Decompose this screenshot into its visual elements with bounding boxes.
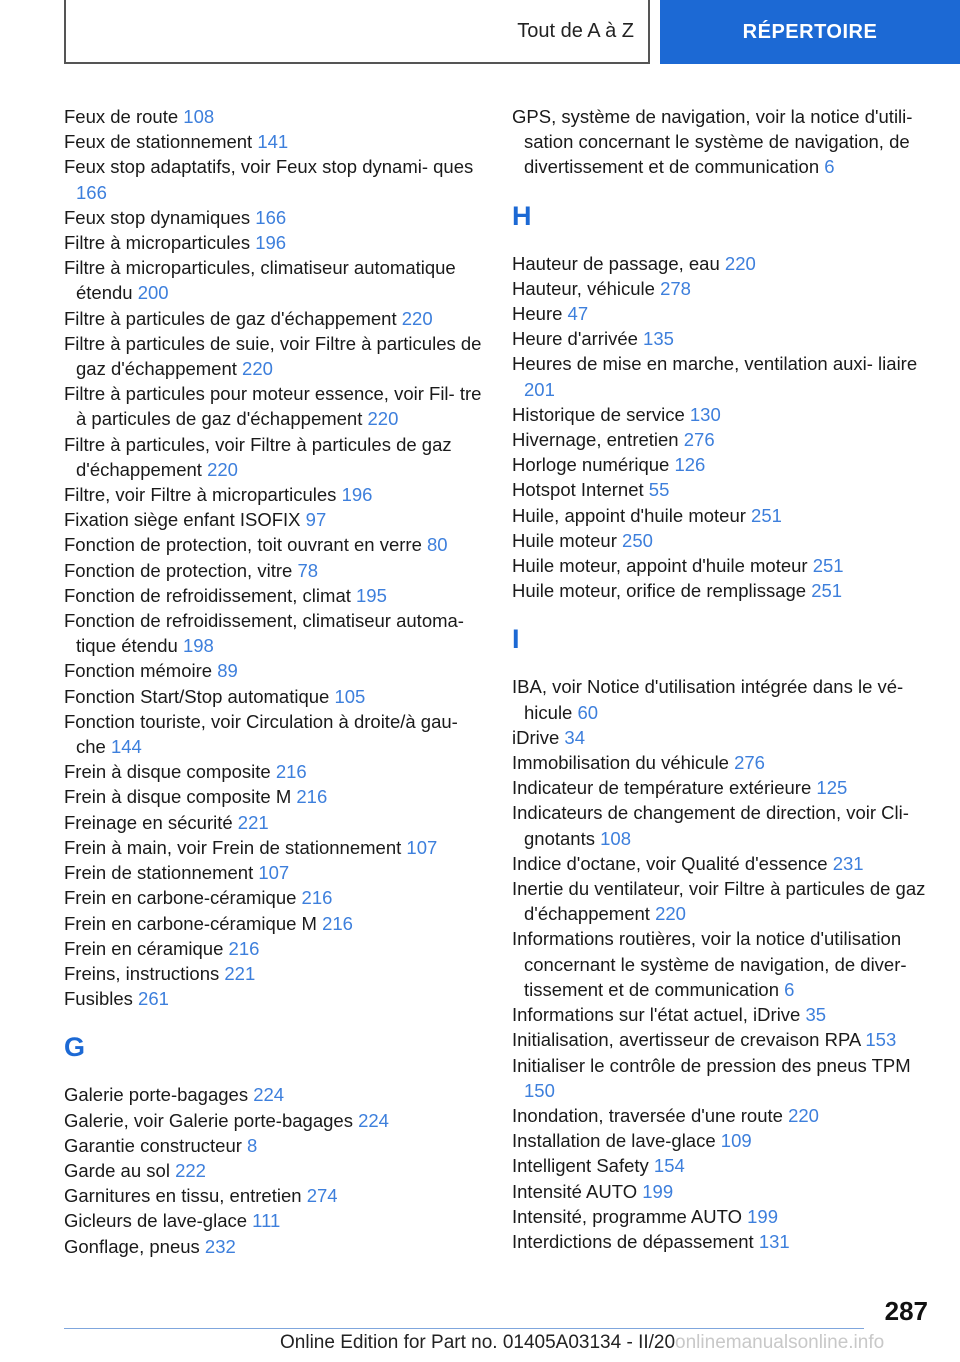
index-entry-text: Feux de route bbox=[64, 106, 179, 127]
page-reference-link[interactable]: 199 bbox=[747, 1205, 778, 1227]
index-entry bbox=[64, 255, 482, 305]
page-reference-link[interactable]: 78 bbox=[297, 559, 319, 581]
index-entry bbox=[512, 301, 930, 326]
page-reference-link[interactable]: 276 bbox=[683, 429, 715, 451]
page-reference-link[interactable]: 251 bbox=[751, 504, 782, 526]
page-reference-link[interactable]: 141 bbox=[257, 131, 289, 153]
page-reference-link[interactable]: 153 bbox=[865, 1029, 897, 1051]
index-entry-text: Heure d'arrivée bbox=[512, 328, 638, 350]
index-entry bbox=[512, 750, 930, 775]
index-entry bbox=[64, 482, 482, 507]
index-entry-text: Historique de service bbox=[512, 403, 685, 425]
page-reference-link[interactable]: 251 bbox=[811, 580, 843, 602]
page-reference-link[interactable]: 135 bbox=[643, 328, 674, 350]
index-entry bbox=[64, 1108, 482, 1133]
page-reference-link[interactable]: 126 bbox=[674, 454, 706, 476]
page-reference-link[interactable]: 108 bbox=[600, 827, 631, 849]
index-entry bbox=[512, 725, 930, 750]
index-column-left bbox=[64, 104, 482, 1259]
index-entry bbox=[64, 154, 482, 204]
index-entry-text: Feux de stationnement bbox=[64, 131, 253, 153]
page-reference-link[interactable]: 166 bbox=[76, 181, 107, 203]
page-reference-link[interactable]: 220 bbox=[242, 358, 273, 380]
index-entry bbox=[512, 1229, 930, 1254]
index-entry bbox=[64, 1133, 482, 1158]
index-entry-text: Gonflage, pneus bbox=[64, 1235, 200, 1257]
page-number: 287 bbox=[884, 1296, 928, 1326]
page-reference-link[interactable]: 274 bbox=[306, 1185, 338, 1207]
index-entry-text: Intensité, programme AUTO bbox=[512, 1205, 742, 1227]
index-entry bbox=[64, 759, 482, 784]
page-reference-link[interactable]: 97 bbox=[305, 509, 327, 531]
index-entry-text: Frein à disque composite bbox=[64, 761, 271, 783]
page-reference-link[interactable]: 251 bbox=[812, 555, 844, 577]
index-entry bbox=[64, 658, 482, 683]
index-entry-text: Filtre à microparticules bbox=[64, 232, 251, 254]
page-reference-link[interactable]: 220 bbox=[207, 458, 238, 480]
index-entry bbox=[512, 528, 930, 553]
index-entry bbox=[512, 276, 930, 301]
index-entry bbox=[512, 1153, 930, 1178]
index-entry-text: Gicleurs de lave-glace bbox=[64, 1210, 248, 1232]
index-entry bbox=[512, 1128, 930, 1153]
index-entry bbox=[64, 129, 482, 154]
index-entry-text: Filtre, voir Filtre à microparticules bbox=[64, 484, 337, 506]
page-reference-link[interactable]: 195 bbox=[356, 584, 387, 606]
index-entry-text: Informations routières, voir la notice d'utilisation concernant le système de navigation, de diver‐ tissement et de communication bbox=[512, 928, 907, 1000]
index-entry bbox=[64, 1234, 482, 1259]
page-reference-link[interactable]: 130 bbox=[689, 403, 721, 425]
index-entry bbox=[512, 1103, 930, 1128]
index-entry-text: Indice d'octane, voir Qualité d'essence bbox=[512, 852, 828, 874]
index-entry-text: Frein à main, voir Frein de stationnement bbox=[64, 836, 402, 858]
index-entry-text: Intensité AUTO bbox=[512, 1180, 638, 1202]
page-reference-link[interactable]: 200 bbox=[137, 282, 169, 304]
index-entry-text: Filtre à particules, voir Filtre à particules de gaz d'échappement bbox=[64, 433, 452, 480]
index-entry-text: Indicateur de température extérieure bbox=[512, 777, 812, 799]
index-entry bbox=[512, 251, 930, 276]
index-letter-heading: I bbox=[512, 624, 520, 655]
index-entry bbox=[64, 230, 482, 255]
index-entry bbox=[512, 503, 930, 528]
index-entry-text: Fonction Start/Stop automatique bbox=[64, 685, 330, 707]
index-entry-text: Informations sur l'état actuel, iDrive bbox=[512, 1004, 801, 1026]
index-entry-text: Filtre à particules pour moteur essence, voir Fil‐ tre à particules de gaz d'échappement bbox=[64, 383, 482, 430]
page-reference-link[interactable]: 221 bbox=[224, 962, 256, 984]
index-entry-text: Horloge numérique bbox=[512, 454, 670, 476]
index-entry bbox=[64, 1082, 482, 1107]
index-entry-text: Frein en carbone-céramique M bbox=[64, 912, 317, 934]
index-entry bbox=[512, 1204, 930, 1229]
index-entry bbox=[64, 986, 482, 1011]
index-entry-text: Feux stop dynamiques bbox=[64, 206, 251, 228]
index-entry bbox=[64, 432, 482, 482]
page-reference-link[interactable]: 220 bbox=[655, 903, 686, 925]
index-entry-text: Huile moteur, orifice de remplissage bbox=[512, 580, 807, 602]
index-entry-text: Immobilisation du véhicule bbox=[512, 752, 729, 774]
index-entry bbox=[512, 351, 930, 401]
page-reference-link[interactable]: 131 bbox=[758, 1230, 790, 1252]
page-reference-link[interactable]: 198 bbox=[182, 635, 214, 657]
page-reference-link[interactable]: 216 bbox=[275, 761, 307, 783]
page-reference-link[interactable]: 107 bbox=[406, 836, 438, 858]
index-entry bbox=[512, 1002, 930, 1027]
page-reference-link[interactable]: 220 bbox=[788, 1104, 819, 1126]
index-entry-text: Fusibles bbox=[64, 988, 133, 1010]
index-entry bbox=[512, 1027, 930, 1052]
index-entry bbox=[512, 326, 930, 351]
index-entry-text: Galerie porte-bagages bbox=[64, 1084, 249, 1106]
index-entry-text: Filtre à microparticules, climatiseur automatique étendu bbox=[64, 257, 456, 304]
page-reference-link[interactable]: 6 bbox=[784, 978, 795, 1000]
page-reference-link[interactable]: 144 bbox=[110, 736, 142, 758]
page-reference-link[interactable]: 232 bbox=[204, 1235, 236, 1257]
index-entry bbox=[64, 860, 482, 885]
page-reference-link[interactable]: 108 bbox=[183, 106, 215, 127]
page-reference-link[interactable]: 216 bbox=[228, 937, 260, 959]
index-entry bbox=[64, 961, 482, 986]
index-entry-text: Feux stop adaptatifs, voir Feux stop dynami‐ ques bbox=[64, 156, 474, 178]
index-entry bbox=[64, 684, 482, 709]
page-reference-link[interactable]: 34 bbox=[564, 726, 585, 748]
index-entry bbox=[512, 578, 930, 603]
index-entry-text: Hauteur, véhicule bbox=[512, 277, 655, 299]
index-entry-text: Intelligent Safety bbox=[512, 1155, 649, 1177]
index-entry bbox=[64, 608, 482, 658]
index-entry-text: Frein en céramique bbox=[64, 937, 224, 959]
page-reference-link[interactable]: 222 bbox=[175, 1159, 206, 1181]
page-reference-link[interactable]: 154 bbox=[653, 1155, 685, 1177]
page-reference-link[interactable]: 111 bbox=[252, 1210, 281, 1232]
index-entry bbox=[512, 452, 930, 477]
index-entry bbox=[512, 402, 930, 427]
page-reference-link[interactable]: 224 bbox=[253, 1084, 285, 1106]
index-entry bbox=[512, 427, 930, 452]
footer-divider bbox=[64, 1328, 864, 1329]
index-entry bbox=[512, 477, 930, 502]
index-entry bbox=[512, 926, 930, 1002]
page-reference-link[interactable]: 60 bbox=[577, 701, 599, 723]
page-reference-link[interactable]: 199 bbox=[642, 1180, 674, 1202]
index-entry-text: Huile moteur bbox=[512, 529, 617, 551]
index-entry-text: Huile moteur, appoint d'huile moteur bbox=[512, 555, 808, 577]
index-entry-text: Hauteur de passage, eau bbox=[512, 252, 720, 274]
index-entry bbox=[64, 709, 482, 759]
page-reference-link[interactable]: 196 bbox=[341, 484, 373, 506]
index-letter-heading: G bbox=[64, 1032, 86, 1063]
page-reference-link[interactable]: 150 bbox=[524, 1079, 555, 1101]
footer-watermark: onlinemanualsonline.info bbox=[675, 1332, 885, 1353]
index-entry-text: Hotspot Internet bbox=[512, 479, 644, 501]
index-entry-text: Heures de mise en marche, ventilation auxi‐ liaire bbox=[512, 353, 918, 375]
index-entry bbox=[64, 911, 482, 936]
page-reference-link[interactable]: 231 bbox=[832, 852, 864, 874]
index-entry-text: Inertie du ventilateur, voir Filtre à particules de gaz d'échappement bbox=[512, 878, 926, 925]
section-label: Tout de A à Z bbox=[517, 19, 634, 42]
index-column-right bbox=[512, 104, 930, 1254]
index-entry-text: Filtre à particules de gaz d'échappement bbox=[64, 307, 397, 329]
index-entry-text: IBA, voir Notice d'utilisation intégrée dans le vé‐ hicule bbox=[512, 676, 904, 723]
index-entry-text: Fixation siège enfant ISOFIX bbox=[64, 509, 301, 531]
index-letter-heading: H bbox=[512, 200, 532, 231]
index-entry-text: Frein en carbone-céramique bbox=[64, 887, 297, 909]
page-reference-link[interactable]: 221 bbox=[237, 811, 269, 833]
page-reference-link[interactable]: 8 bbox=[247, 1134, 258, 1156]
index-entry-text: iDrive bbox=[512, 726, 560, 748]
page-reference-link[interactable]: 216 bbox=[296, 786, 328, 808]
index-entry bbox=[512, 104, 930, 180]
page-reference-link[interactable]: 216 bbox=[301, 887, 333, 909]
index-entry-text: Initialiser le contrôle de pression des pneus TPM bbox=[512, 1054, 911, 1076]
index-entry bbox=[64, 381, 482, 431]
page-reference-link[interactable]: 6 bbox=[824, 156, 835, 178]
index-entry bbox=[512, 851, 930, 876]
index-entry bbox=[64, 104, 482, 129]
page-reference-link[interactable]: 55 bbox=[648, 479, 670, 501]
page-reference-link[interactable]: 166 bbox=[255, 206, 287, 228]
tab-repertoire-label: RÉPERTOIRE bbox=[742, 20, 878, 43]
page-reference-link[interactable]: 276 bbox=[734, 752, 765, 774]
index-entry bbox=[512, 800, 930, 850]
page-reference-link[interactable]: 224 bbox=[358, 1109, 389, 1131]
page-reference-link[interactable]: 196 bbox=[255, 232, 287, 254]
index-entry-text: Freins, instructions bbox=[64, 962, 220, 984]
index-entry bbox=[64, 205, 482, 230]
index-entry-text: Huile, appoint d'huile moteur bbox=[512, 504, 746, 526]
index-entry-text: Inondation, traversée d'une route bbox=[512, 1104, 783, 1126]
index-entry-text: Initialisation, avertisseur de crevaison RPA bbox=[512, 1029, 861, 1051]
index-entry bbox=[512, 775, 930, 800]
index-entry bbox=[64, 936, 482, 961]
page-reference-link[interactable]: 107 bbox=[258, 862, 290, 884]
footer-edition bbox=[280, 1332, 950, 1354]
index-entry bbox=[64, 885, 482, 910]
index-entry bbox=[64, 1208, 482, 1233]
page-reference-link[interactable]: 220 bbox=[367, 408, 399, 430]
index-entry-text: Garantie constructeur bbox=[64, 1134, 242, 1156]
index-entry-text: Fonction mémoire bbox=[64, 660, 213, 682]
index-entry bbox=[64, 835, 482, 860]
index-entry bbox=[64, 784, 482, 809]
page-reference-link[interactable]: 201 bbox=[524, 378, 555, 400]
index-entry-text: Fonction de refroidissement, climatiseur automa‐ tique étendu bbox=[64, 610, 464, 657]
index-entry-text: Frein à disque composite M bbox=[64, 786, 292, 808]
index-entry-text: Indicateurs de changement de direction, voir Cli‐ gnotants bbox=[512, 802, 909, 849]
page-reference-link[interactable]: 220 bbox=[401, 307, 433, 329]
page-reference-link[interactable]: 47 bbox=[567, 303, 589, 325]
page-reference-link[interactable]: 109 bbox=[720, 1130, 752, 1152]
index-entry-text: Heure bbox=[512, 303, 563, 325]
index-entry-text: Fonction de protection, vitre bbox=[64, 559, 293, 581]
index-entry bbox=[64, 532, 482, 557]
index-entry-text: Garde au sol bbox=[64, 1159, 170, 1181]
index-entry bbox=[64, 583, 482, 608]
index-entry-text: Fonction de refroidissement, climat bbox=[64, 584, 351, 606]
index-entry-text: Frein de stationnement bbox=[64, 862, 254, 884]
index-entry-text: Freinage en sécurité bbox=[64, 811, 233, 833]
page-reference-link[interactable]: 261 bbox=[138, 988, 169, 1010]
page-reference-link[interactable]: 125 bbox=[816, 777, 848, 799]
index-entry-text: Garnitures en tissu, entretien bbox=[64, 1185, 302, 1207]
page-reference-link[interactable]: 278 bbox=[660, 277, 691, 299]
page-reference-link[interactable]: 80 bbox=[427, 534, 448, 556]
index-entry bbox=[64, 1183, 482, 1208]
index-entry bbox=[64, 810, 482, 835]
index-entry bbox=[64, 507, 482, 532]
index-entry-text: GPS, système de navigation, voir la notice d'utili‐ sation concernant le système de navigation, de divertissement et de communication bbox=[512, 106, 913, 178]
index-entry-text: Fonction touriste, voir Circulation à droite/à gau‐ che bbox=[64, 710, 458, 758]
tab-repertoire[interactable] bbox=[660, 0, 960, 64]
index-entry-text: Fonction de protection, toit ouvrant en verre bbox=[64, 534, 422, 556]
footer-edition-text: Online Edition for Part no. 01405A03134 - II/20 bbox=[280, 1332, 676, 1353]
index-entry bbox=[512, 876, 930, 926]
index-entry bbox=[512, 1053, 930, 1103]
index-entry-text: Filtre à particules de suie, voir Filtre à particules de gaz d'échappement bbox=[64, 332, 482, 380]
section-tab bbox=[64, 0, 650, 64]
page-reference-link[interactable]: 220 bbox=[724, 252, 756, 274]
index-entry-text: Hivernage, entretien bbox=[512, 429, 679, 451]
index-entry bbox=[64, 331, 482, 381]
index-entry bbox=[64, 306, 482, 331]
index-entry bbox=[512, 1179, 930, 1204]
index-entry bbox=[512, 674, 930, 724]
index-entry bbox=[64, 1158, 482, 1183]
page-reference-link[interactable]: 250 bbox=[622, 529, 653, 551]
page-reference-link[interactable]: 35 bbox=[805, 1004, 827, 1026]
index-entry-text: Galerie, voir Galerie porte-bagages bbox=[64, 1109, 353, 1131]
index-entry bbox=[64, 558, 482, 583]
page-reference-link[interactable]: 105 bbox=[334, 685, 366, 707]
page-reference-link[interactable]: 216 bbox=[322, 912, 353, 934]
index-entry-text: Interdictions de dépassement bbox=[512, 1230, 754, 1252]
index-entry-text: Installation de lave-glace bbox=[512, 1130, 716, 1152]
page-reference-link[interactable]: 89 bbox=[217, 660, 238, 682]
index-entry bbox=[512, 553, 930, 578]
